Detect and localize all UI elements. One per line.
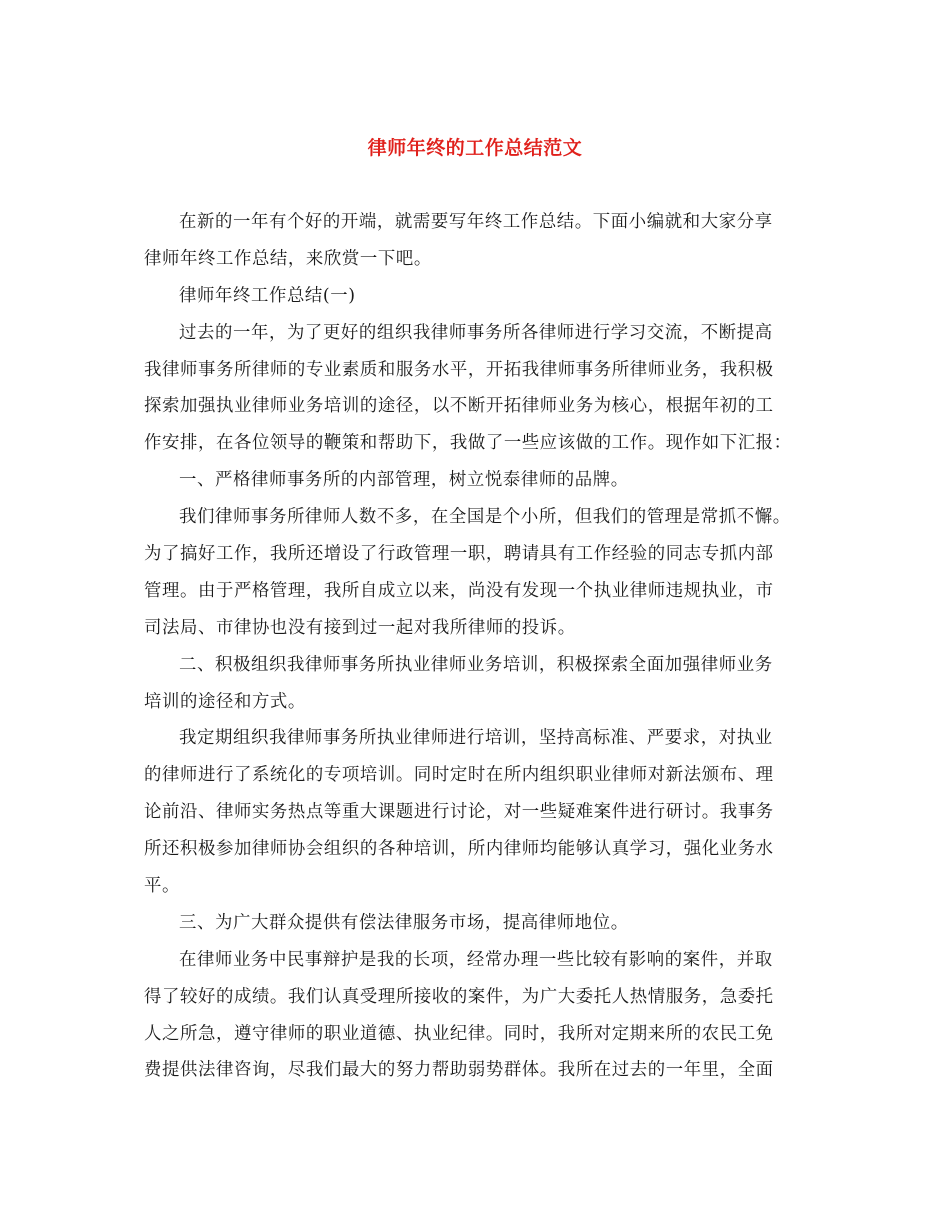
- document-body: [144, 204, 809, 1089]
- document-title: 律师年终的工作总结范文: [367, 137, 583, 159]
- text-line: 探索加强执业律师业务培训的途径，以不断开拓律师业务为核心，根据年初的工: [144, 396, 774, 417]
- text-line: 管理。由于严格管理，我所自成立以来，尚没有发现一个执业律师违规执业，市: [144, 580, 774, 601]
- text-line: 在律师业务中民事辩护是我的长项，经常办理一些比较有影响的案件，并取: [179, 949, 773, 970]
- text-line: 的律师进行了系统化的专项培训。同时定时在所内组织职业律师对新法颁布、理: [144, 765, 774, 786]
- text-line: 律师年终工作总结，来欣赏一下吧。: [144, 248, 432, 269]
- text-line: 为了搞好工作，我所还增设了行政管理一职，聘请具有工作经验的同志专抓内部: [144, 544, 774, 565]
- text-line: 费提供法律咨询，尽我们最大的努力帮助弱势群体。我所在过去的一年里，全面: [144, 1060, 774, 1081]
- text-line: 过去的一年，为了更好的组织我律师事务所各律师进行学习交流，不断提高: [179, 322, 773, 343]
- text-line: 作安排，在各位领导的鞭策和帮助下，我做了一些应该做的工作。现作如下汇报：: [144, 433, 792, 454]
- text-line: 我定期组织我律师事务所执业律师进行培训，坚持高标准、严要求，对执业: [179, 728, 773, 749]
- text-line: 论前沿、律师实务热点等重大课题进行讨论，对一些疑难案件进行研讨。我事务: [144, 802, 774, 823]
- text-line: 二、积极组织我律师事务所执业律师业务培训，积极探索全面加强律师业务: [179, 654, 773, 675]
- text-line: 所还积极参加律师协会组织的各种培训，所内律师均能够认真学习，强化业务水: [144, 839, 774, 860]
- text-line: 在新的一年有个好的开端，就需要写年终工作总结。下面小编就和大家分享: [179, 212, 773, 232]
- text-line: 我律师事务所律师的专业素质和服务水平，开拓我律师事务所律师业务，我积极: [144, 359, 774, 380]
- text-line: 司法局、市律协也没有接到过一起对我所律师的投诉。: [144, 617, 576, 638]
- text-line: 我们律师事务所律师人数不多，在全国是个小所，但我们的管理是常抓不懈。: [179, 507, 791, 528]
- text-line: 培训的途径和方式。: [144, 691, 306, 712]
- text-line: 得了较好的成绩。我们认真受理所接收的案件，为广大委托人热情服务，急委托: [144, 986, 774, 1007]
- text-line: 一、严格律师事务所的内部管理，树立悦泰律师的品牌。: [179, 470, 629, 491]
- text-line: 人之所急，遵守律师的职业道德、执业纪律。同时，我所对定期来所的农民工免: [144, 1023, 774, 1044]
- text-line: 平。: [144, 876, 180, 897]
- text-line: 律师年终工作总结(一): [179, 285, 356, 306]
- text-line: 三、为广大群众提供有偿法律服务市场，提高律师地位。: [179, 912, 629, 933]
